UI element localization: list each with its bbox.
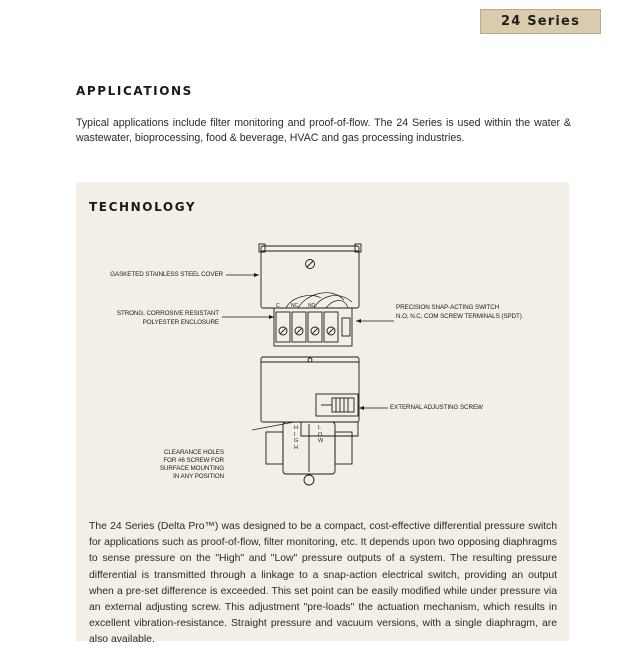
port-label-low: L O W (318, 425, 324, 444)
applications-heading: APPLICATIONS (76, 84, 193, 98)
terminal-label-no: NO (308, 303, 316, 309)
technology-panel (76, 182, 569, 646)
callout-clearance-line3: SURFACE MOUNTING (159, 465, 224, 472)
terminal-block-shape (274, 308, 352, 346)
arrow-heads (254, 273, 364, 410)
callout-switch-line2: N.O, N.C, COM SCREW TERMINALS (SPDT) (396, 313, 522, 320)
technology-heading: TECHNOLOGY (89, 200, 197, 214)
callout-enclosure-line2: POLYESTER ENCLOSURE (142, 319, 219, 326)
terminal-label-nc: NC (291, 303, 299, 309)
callout-switch-line1: PRECISION SNAP-ACTING SWITCH (396, 304, 500, 311)
callout-clearance-line1: CLEARANCE HOLES (163, 449, 224, 456)
switch-diagram (76, 222, 569, 502)
technology-paragraph: The 24 Series (Delta Pro™) was designed to be a compact, cost-effective differential pressure switch for applications such as proof-of-flow, filter monitoring, etc. It depends upon two opposing diaphragms to sense pressure on the "High" and "Low" pressure outputs of a system. The resulting pressure differential is transmitted through a linkage to a snap-action electrical switch, providing an output when a pre-set difference is exceeded. This set point can be easily modified while under pressure via an external adjusting screw. This adjustment "pre-loads" the actuation mechanism, which results in excellent vibration-resistance. Straight pressure and vacuum versions, with a single diaphragm, are also available. (89, 521, 557, 646)
switch-illustration (76, 222, 569, 502)
callout-cover: GASKETED STAINLESS STEEL COVER (110, 271, 223, 278)
adjusting-screw-shape (316, 394, 358, 416)
series-tab (480, 9, 601, 34)
terminal-label-c: C (276, 303, 280, 309)
series-label: 24 Series (500, 14, 581, 29)
body-shape (261, 357, 359, 436)
callout-enclosure-line1: STRONG, CORROSIVE RESISTANT (116, 310, 219, 317)
applications-paragraph: Typical applications include filter monitoring and proof-of-flow. The 24 Series is used within the water & wastewater, bioprocessing, food & beverage, HVAC and gas processing industries. (76, 117, 571, 144)
ports-shape (252, 422, 352, 485)
callout-adjusting-screw: EXTERNAL ADJUSTING SCREW (390, 404, 483, 411)
port-label-high: H I G H (294, 425, 299, 451)
callout-clearance-line4: IN ANY POSITION (173, 473, 224, 480)
callout-clearance-line2: FOR #6 SCREW FOR (163, 457, 224, 464)
cover-shape (259, 244, 361, 308)
